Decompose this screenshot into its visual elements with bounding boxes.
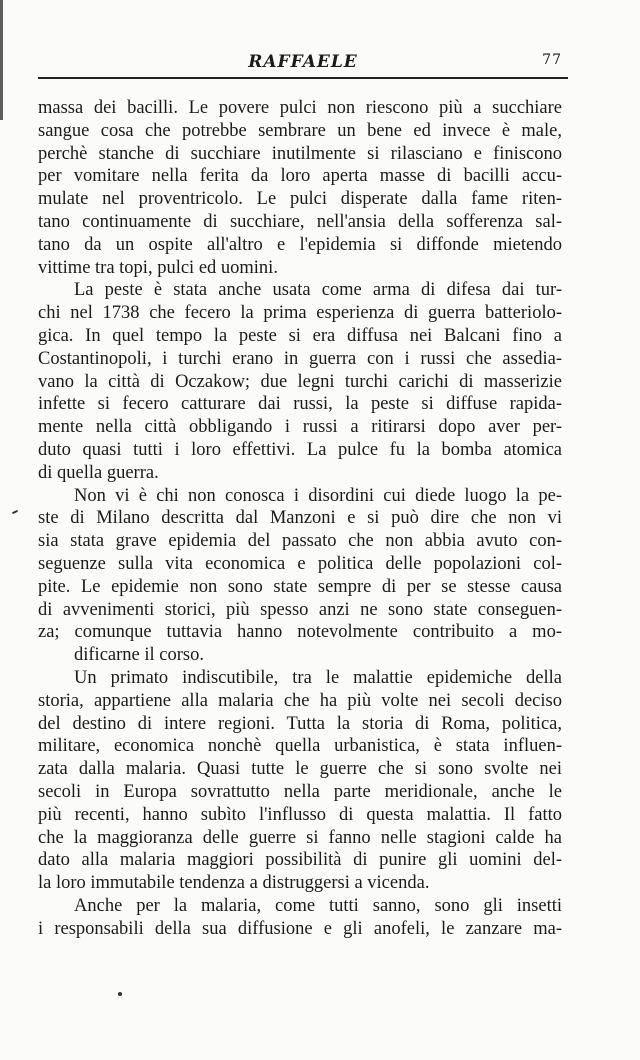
text-line: di avvenimenti storici, più spesso anzi ne sono state conseguen- [38,599,562,620]
text-line: del destino di intere regioni. Tutta la storia di Roma, politica, [38,713,562,734]
page-header [38,48,568,82]
paragraph [38,279,562,484]
text-line: infette si fecero catturare dai russi, la peste si diffuse rapida- [38,394,562,415]
text-line: la loro immutabile tendenza a distruggersi a vicenda. [38,873,430,894]
text-line: seguenze sulla vita economica e politica delle popolazioni col- [38,553,562,574]
text-line: sangue cosa che potrebbe sembrare un bene ed invece è male, [38,120,562,141]
text-line: che la maggioranza delle guerre si fanno nelle stagioni calde ha [38,827,562,848]
text-line: dificarne il corso. [74,645,204,666]
body-text [38,97,562,940]
paragraph [38,895,562,941]
header-rule [38,77,568,79]
text-line: zata dalla malaria. Quasi tutte le guerre che si sono svolte nei [38,759,562,780]
text-line: di quella guerra. [38,462,159,483]
text-line: La peste è stata anche usata come arma di difesa dai tur- [74,280,562,301]
text-line: gica. In quel tempo la peste si era diffusa nei Balcani fino a [38,325,562,346]
text-line: più recenti, hanno subìto l'influsso di questa malattia. Il fatto [38,804,562,825]
page-edge-shadow [0,0,3,120]
text-line: pite. Le epidemie non sono state sempre di per se stesse causa [38,576,562,597]
text-line: za; comunque tuttavia hanno notevolmente contribuito a mo- [38,622,562,643]
text-line: i responsabili della sua diffusione e gli anofeli, le zanzare ma- [38,918,562,939]
text-line: ste di Milano descritta dal Manzoni e si può dire che non vi [38,508,562,529]
text-line: secoli in Europa sovrattutto nella parte meridionale, anche le [38,781,562,802]
text-line: perchè stanche di succhiare inutilmente si rilasciano e finiscono [38,143,562,164]
paragraph [38,485,562,667]
text-line: per vomitare nella ferita da loro aperta masse di bacilli accu- [38,166,562,187]
text-line: vittime tra topi, pulci ed uomini. [38,257,278,278]
stray-mark [118,992,122,996]
text-line: vano la città di Oczakow; due legni turchi carichi di masserizie [38,371,562,392]
text-line: mulate nel proventricolo. Le pulci disperate dalla fame riten- [38,189,562,210]
text-line: chi nel 1738 che fecero la prima esperienza di guerra batteriolo- [38,303,562,324]
page-number: 77 [542,52,562,68]
running-title: RAFFAELE [248,52,358,72]
stray-mark [12,510,18,514]
text-line: sia stata grave epidemia del passato che non abbia avuto con- [38,531,562,552]
text-line: Non vi è chi non conosca i disordini cui diede luogo la pe- [74,485,562,506]
text-line: mente nella città obbligando i russi a ritirarsi dopo aver per- [38,417,562,438]
text-line: storia, appartiene alla malaria che ha più volte nei secoli deciso [38,690,562,711]
text-line: dato alla malaria maggiori possibilità di punire gli uomini del- [38,850,562,871]
text-line: militare, economica nonchè quella urbanistica, è stata influen- [38,736,562,757]
text-line: Costantinopoli, i turchi erano in guerra con i russi che assedia- [38,348,562,369]
paragraph [38,667,562,895]
text-line: tano da un ospite all'altro e l'epidemia si diffonde mietendo [38,234,562,255]
text-line: Un primato indiscutibile, tra le malattie epidemiche della [74,667,562,688]
text-line: massa dei bacilli. Le povere pulci non riescono più a succhiare [38,98,562,118]
text-line: duto quasi tutti i loro effettivi. La pulce fu la bomba atomica [38,439,562,460]
text-line: tano continuamente di succhiare, nell'ansia della sofferenza sal- [38,211,562,232]
text-line: Anche per la malaria, come tutti sanno, sono gli insetti [74,895,562,916]
paragraph [38,97,562,279]
